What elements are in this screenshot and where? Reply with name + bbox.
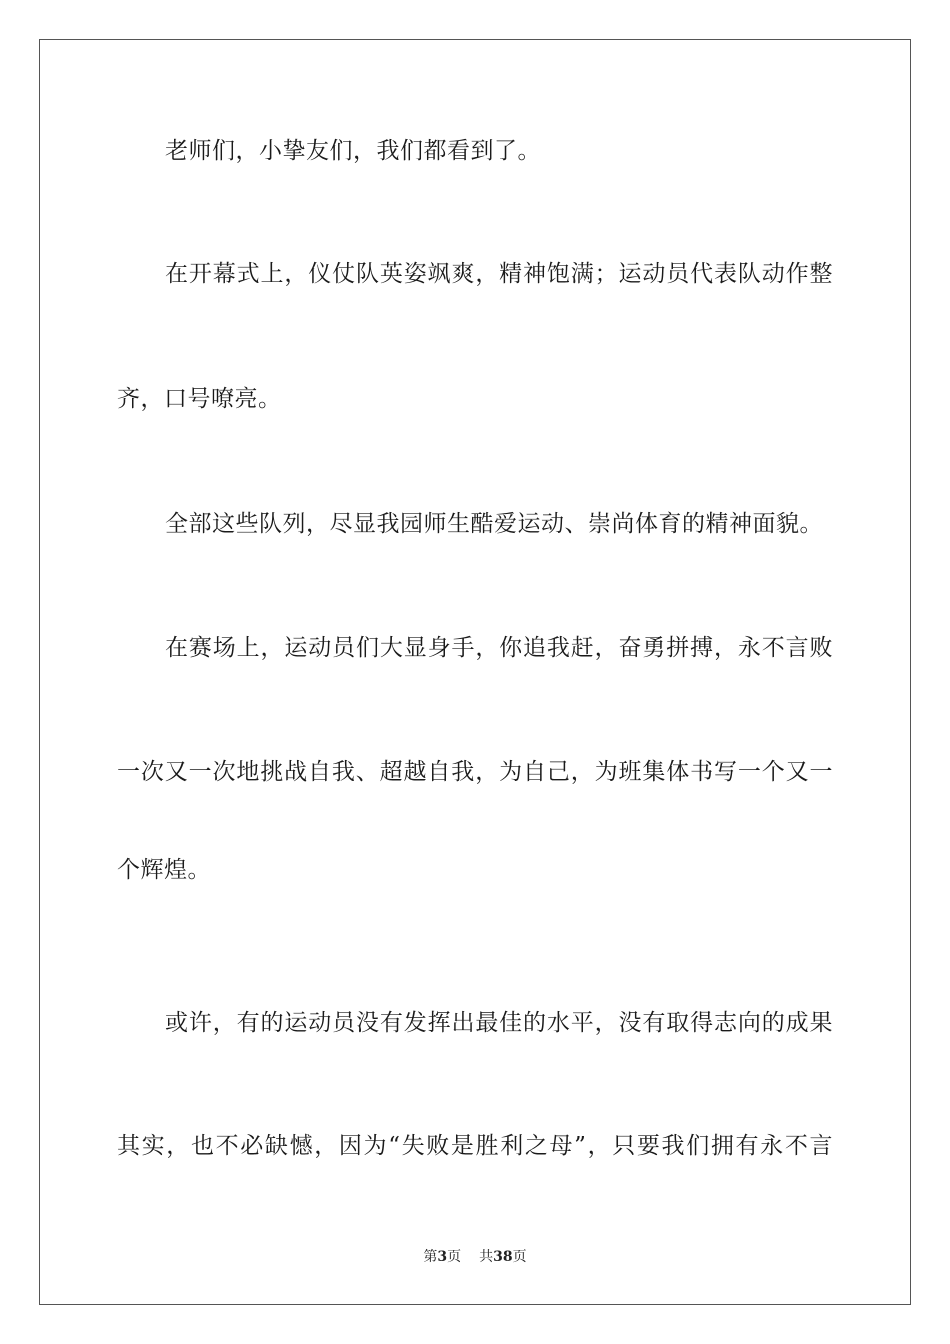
paragraph-line: 在赛场上，运动员们大显身手，你追我赶，奋勇拼搏，永不言败 <box>165 635 833 661</box>
page-border <box>39 39 911 1305</box>
paragraph-line: 老师们，小挚友们，我们都看到了。 <box>165 138 541 164</box>
total-suffix: 页 <box>512 1249 527 1265</box>
paragraph-line: 一次又一次地挑战自我、超越自我，为自己，为班集体书写一个又一 <box>117 759 833 785</box>
paragraph-line: 其实，也不必缺憾，因为“失败是胜利之母”，只要我们拥有永不言 <box>117 1133 833 1159</box>
paragraph-line: 或许，有的运动员没有发挥出最佳的水平，没有取得志向的成果 <box>165 1010 833 1036</box>
page-footer <box>0 1248 950 1266</box>
paragraph-line: 在开幕式上，仪仗队英姿飒爽，精神饱满；运动员代表队动作整 <box>165 261 833 287</box>
page-prefix: 第 <box>423 1249 438 1265</box>
paragraph-line: 全部这些队列，尽显我园师生酷爱运动、崇尚体育的精神面貌。 <box>165 511 823 537</box>
page-suffix: 页 <box>447 1249 462 1265</box>
total-pages: 38 <box>493 1249 513 1265</box>
paragraph-line: 个辉煌。 <box>117 857 211 883</box>
page-number: 3 <box>437 1249 448 1265</box>
paragraph-line: 齐，口号嘹亮。 <box>117 386 282 412</box>
total-prefix: 共 <box>479 1249 494 1265</box>
